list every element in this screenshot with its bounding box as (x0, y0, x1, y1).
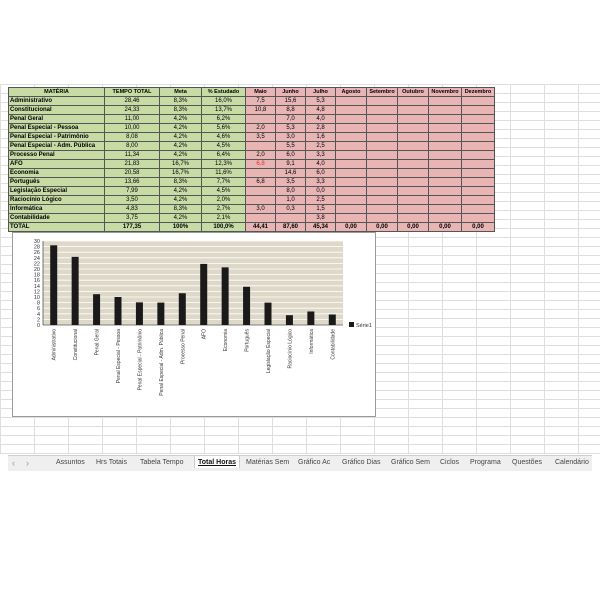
y-tick-label: 0 (36, 323, 40, 329)
header-cell[interactable]: Julho (306, 88, 336, 97)
y-tick-label: 10 (33, 295, 40, 301)
header-cell[interactable]: MATÉRIA (9, 88, 105, 97)
table-cell[interactable] (462, 106, 495, 115)
table-cell[interactable]: AFO (9, 160, 105, 169)
table-cell[interactable] (276, 214, 306, 223)
table-cell[interactable]: Constitucional (9, 106, 105, 115)
table-cell[interactable] (367, 169, 398, 178)
table-cell[interactable]: 7,5 (246, 97, 276, 106)
table-cell[interactable] (336, 187, 367, 196)
table-cell[interactable]: 5,3 (306, 97, 336, 106)
y-tick-label: 12 (33, 289, 40, 296)
table-cell[interactable]: 44,41 (246, 223, 276, 232)
table-cell[interactable]: 3,0 (276, 133, 306, 142)
sheet-tab[interactable]: Tabela Tempo (140, 459, 184, 466)
sheet-tab[interactable]: Programa (470, 459, 501, 466)
table-cell[interactable]: 16,7% (160, 160, 202, 169)
table-cell[interactable] (398, 133, 429, 142)
chart-bar (265, 303, 272, 325)
x-tick-label: Penal Especial - Pessoa (116, 329, 122, 384)
chart-bar (50, 245, 57, 325)
table-cell[interactable] (398, 142, 429, 151)
table-cell[interactable]: 6,8 (246, 160, 276, 169)
table-cell[interactable]: Legislação Especial (9, 187, 105, 196)
table-cell[interactable]: 6,8 (246, 178, 276, 187)
table-cell[interactable] (367, 160, 398, 169)
table-cell[interactable] (462, 115, 495, 124)
table-cell[interactable]: Português (9, 178, 105, 187)
chart-bar (243, 287, 250, 325)
y-tick-label: 26 (33, 250, 40, 257)
table-cell[interactable]: 6,2% (202, 115, 246, 124)
sheet-tab[interactable]: Ciclos (440, 459, 460, 466)
table-cell[interactable] (398, 214, 429, 223)
table-cell[interactable]: 177,35 (105, 223, 160, 232)
table-cell[interactable]: 2,0 (246, 124, 276, 133)
table-cell[interactable] (462, 178, 495, 187)
table-cell[interactable]: 2,7% (202, 205, 246, 214)
table-cell[interactable]: 4,2% (160, 151, 202, 160)
table-cell[interactable]: Penal Especial - Patrimônio (9, 133, 105, 142)
x-tick-label: Português (244, 329, 251, 352)
table-cell[interactable] (367, 151, 398, 160)
table-cell[interactable]: 1,6 (306, 133, 336, 142)
y-tick-label: 22 (33, 261, 40, 268)
table-cell[interactable]: 6,0 (306, 169, 336, 178)
x-tick-label: Administrativo (51, 329, 58, 361)
table-row (9, 97, 495, 106)
table-cell[interactable]: 4,5% (202, 187, 246, 196)
x-tick-label: Economia (223, 329, 230, 352)
table-cell[interactable]: 11,6% (202, 169, 246, 178)
table-cell[interactable]: 8,3% (160, 97, 202, 106)
y-tick-label: 28 (33, 244, 40, 251)
table-cell[interactable] (367, 196, 398, 205)
table-cell[interactable] (462, 214, 495, 223)
table-cell[interactable]: Administrativo (9, 97, 105, 106)
table-cell[interactable] (462, 187, 495, 196)
table-cell[interactable]: 4,2% (160, 133, 202, 142)
y-tick-label: 16 (33, 278, 40, 285)
table-cell[interactable]: 87,60 (276, 223, 306, 232)
table-cell[interactable]: 10,8 (246, 106, 276, 115)
sheet-tab[interactable]: Assuntos (56, 459, 85, 466)
chart-bar (93, 294, 100, 325)
table-cell[interactable]: 0,00 (462, 223, 495, 232)
table-cell[interactable] (429, 187, 462, 196)
y-tick-label: 20 (33, 267, 40, 273)
table-cell[interactable] (398, 178, 429, 187)
table-cell[interactable]: 0,00 (429, 223, 462, 232)
x-tick-label: AFO (201, 329, 208, 340)
table-cell[interactable]: 10,00 (105, 124, 160, 133)
table-cell[interactable]: TOTAL (9, 223, 105, 232)
table-cell[interactable]: 4,0 (306, 115, 336, 124)
x-tick-label: Contabilidade (330, 329, 337, 360)
table-cell[interactable]: 16,0% (202, 97, 246, 106)
table-cell[interactable] (246, 142, 276, 151)
header-cell[interactable]: Dezembro (462, 88, 495, 97)
table-cell[interactable] (462, 97, 495, 106)
x-tick-label: Penal Especial - Patrimônio (137, 329, 144, 391)
table-cell[interactable]: Informática (9, 205, 105, 214)
table-cell[interactable] (429, 160, 462, 169)
table-cell[interactable] (336, 151, 367, 160)
table-cell[interactable]: 6,0 (276, 151, 306, 160)
table-cell[interactable] (336, 133, 367, 142)
total-row (9, 223, 495, 232)
table-cell[interactable] (367, 187, 398, 196)
legend-label: Série1 (356, 323, 372, 329)
table-row (9, 214, 495, 223)
table-cell[interactable] (367, 214, 398, 223)
x-tick-label: Raciocínio Lógico (287, 329, 294, 369)
table-cell[interactable] (462, 196, 495, 205)
chart-bar (307, 311, 314, 325)
chart-bar (136, 302, 143, 325)
table-cell[interactable] (462, 133, 495, 142)
table-row (9, 142, 495, 151)
table-cell[interactable] (367, 178, 398, 187)
table-cell[interactable]: 24,33 (105, 106, 160, 115)
table-cell[interactable]: 3,3 (306, 151, 336, 160)
table-cell[interactable]: Processo Penal (9, 151, 105, 160)
table-cell[interactable] (246, 169, 276, 178)
table-cell[interactable]: 3,3 (306, 178, 336, 187)
table-cell[interactable]: 8,3% (160, 178, 202, 187)
table-cell[interactable] (462, 124, 495, 133)
table-cell[interactable] (429, 97, 462, 106)
table-cell[interactable] (398, 169, 429, 178)
sheet-tab[interactable]: Gráfico Dias (342, 459, 381, 466)
table-cell[interactable] (429, 169, 462, 178)
table-cell[interactable] (429, 151, 462, 160)
study-hours-table (8, 87, 495, 232)
y-tick-label: 24 (33, 255, 40, 262)
table-cell[interactable] (462, 169, 495, 178)
chart-bar (286, 315, 293, 325)
table-cell[interactable]: 11,00 (105, 115, 160, 124)
table-cell[interactable]: 4,8 (306, 106, 336, 115)
table-cell[interactable]: 7,99 (105, 187, 160, 196)
table-cell[interactable]: 4,83 (105, 205, 160, 214)
chart-bar (72, 257, 79, 325)
table-cell[interactable]: 5,6% (202, 124, 246, 133)
table-row (9, 160, 495, 169)
table-cell[interactable]: 11,34 (105, 151, 160, 160)
chart-svg (13, 233, 375, 416)
table-cell[interactable] (367, 205, 398, 214)
table-cell[interactable] (367, 106, 398, 115)
chart-bar (179, 293, 186, 325)
table-cell[interactable]: 7,0 (276, 115, 306, 124)
table-cell[interactable]: 4,2% (160, 187, 202, 196)
table-cell[interactable]: 8,08 (105, 133, 160, 142)
table-cell[interactable]: 0,00 (336, 223, 367, 232)
table-row (9, 133, 495, 142)
y-tick-label: 8 (36, 300, 40, 307)
table-cell[interactable] (429, 214, 462, 223)
table-cell[interactable] (429, 196, 462, 205)
table-cell[interactable] (246, 187, 276, 196)
table-cell[interactable] (336, 196, 367, 205)
table-cell[interactable]: 0,00 (367, 223, 398, 232)
table-cell[interactable] (367, 142, 398, 151)
table-cell[interactable]: 14,6 (276, 169, 306, 178)
table-cell[interactable]: 6,4% (202, 151, 246, 160)
header-cell[interactable]: Outubro (398, 88, 429, 97)
table-cell[interactable]: 4,2% (160, 142, 202, 151)
table-cell[interactable] (367, 124, 398, 133)
x-tick-label: Penal Geral (94, 329, 101, 356)
table-cell[interactable]: 100% (160, 223, 202, 232)
table-cell[interactable] (367, 97, 398, 106)
table-cell[interactable]: 8,3% (160, 205, 202, 214)
table-cell[interactable] (246, 115, 276, 124)
table-cell[interactable]: 15,6 (276, 97, 306, 106)
table-cell[interactable] (429, 106, 462, 115)
x-tick-label: Processo Penal (180, 329, 187, 365)
y-tick-label: 2 (36, 317, 40, 324)
table-cell[interactable]: 1,5 (306, 205, 336, 214)
table-cell[interactable]: 3,75 (105, 214, 160, 223)
table-cell[interactable]: Penal Especial - Adm. Pública (9, 142, 105, 151)
table-cell[interactable] (336, 124, 367, 133)
table-cell[interactable] (367, 133, 398, 142)
table-cell[interactable] (429, 142, 462, 151)
table-cell[interactable]: 4,0 (306, 160, 336, 169)
header-cell[interactable]: Novembro (429, 88, 462, 97)
table-cell[interactable] (336, 115, 367, 124)
chart-bar (115, 297, 122, 325)
table-cell[interactable] (367, 115, 398, 124)
table-cell[interactable]: Penal Especial - Pessoa (9, 124, 105, 133)
table-cell[interactable]: 3,50 (105, 196, 160, 205)
table-cell[interactable] (246, 196, 276, 205)
sheet-tab[interactable]: Gráfico Ac (298, 459, 331, 466)
sheet-tab[interactable]: Hrs Totais (96, 459, 127, 466)
x-tick-label: Constitucional (73, 329, 80, 361)
table-body (9, 97, 495, 223)
table-cell[interactable]: Penal Geral (9, 115, 105, 124)
table-cell[interactable]: 3,5 (276, 178, 306, 187)
table-row (9, 124, 495, 133)
table-cell[interactable]: 13,66 (105, 178, 160, 187)
x-tick-label: Penal Especial - Adm. Pública (158, 329, 165, 396)
table-row (9, 151, 495, 160)
table-cell[interactable] (336, 178, 367, 187)
table-cell[interactable]: 8,0 (276, 187, 306, 196)
table-cell[interactable] (336, 214, 367, 223)
table-cell[interactable]: 45,34 (306, 223, 336, 232)
y-tick-label: 18 (33, 272, 40, 279)
table-cell[interactable]: 2,8 (306, 124, 336, 133)
table-cell[interactable]: Economia (9, 169, 105, 178)
table-cell[interactable]: 7,7% (202, 178, 246, 187)
table-cell[interactable] (398, 187, 429, 196)
table-cell[interactable] (429, 115, 462, 124)
table-cell[interactable] (398, 151, 429, 160)
table-row (9, 196, 495, 205)
table-row (9, 187, 495, 196)
table-cell[interactable] (462, 205, 495, 214)
table-cell[interactable]: 2,0% (202, 196, 246, 205)
chart-bar (157, 303, 164, 325)
table-cell[interactable]: 12,3% (202, 160, 246, 169)
plot-area (43, 241, 343, 325)
table-row (9, 205, 495, 214)
table-cell[interactable] (336, 205, 367, 214)
table-cell[interactable] (462, 142, 495, 151)
table-row (9, 169, 495, 178)
table-cell[interactable]: 5,3 (276, 124, 306, 133)
header-cell[interactable]: % Estudado (202, 88, 246, 97)
table-cell[interactable]: 13,7% (202, 106, 246, 115)
table-cell[interactable]: Raciocínio Lógico (9, 196, 105, 205)
table-cell[interactable]: 4,2% (160, 124, 202, 133)
table-cell[interactable]: 0,00 (398, 223, 429, 232)
header-cell[interactable]: Agosto (336, 88, 367, 97)
table-row (9, 115, 495, 124)
sheet-tab[interactable]: Total Horas (194, 456, 240, 468)
table-cell[interactable] (336, 106, 367, 115)
y-tick-label: 6 (36, 306, 40, 313)
table-cell[interactable]: 3,8 (306, 214, 336, 223)
chart-bar (200, 264, 207, 325)
table-cell[interactable] (336, 97, 367, 106)
table-cell[interactable]: Contabilidade (9, 214, 105, 223)
table-cell[interactable]: 4,6% (202, 133, 246, 142)
table-cell[interactable]: 5,5 (276, 142, 306, 151)
table-cell[interactable]: 8,8 (276, 106, 306, 115)
table-cell[interactable]: 3,5 (246, 133, 276, 142)
table-row (9, 106, 495, 115)
prev-sheet-icon[interactable]: ‹ (12, 458, 15, 468)
table-cell[interactable] (398, 124, 429, 133)
legend-swatch (349, 322, 354, 327)
x-tick-label: Informática (308, 329, 315, 354)
table-cell[interactable]: 28,46 (105, 97, 160, 106)
sheet-tab[interactable]: Calendário (555, 459, 589, 466)
table-cell[interactable]: 8,3% (160, 106, 202, 115)
x-tick-label: Legislação Especial (266, 329, 272, 374)
bar-chart[interactable] (12, 232, 376, 417)
table-cell[interactable]: 4,2% (160, 214, 202, 223)
table-cell[interactable]: 8,00 (105, 142, 160, 151)
table-cell[interactable] (398, 115, 429, 124)
table-cell[interactable]: 16,7% (160, 169, 202, 178)
table-cell[interactable]: 20,58 (105, 169, 160, 178)
header-cell[interactable]: Setembro (367, 88, 398, 97)
table-cell[interactable]: 4,5% (202, 142, 246, 151)
y-tick-label: 14 (33, 283, 40, 290)
table-cell[interactable]: 4,2% (160, 196, 202, 205)
sheet-tab[interactable]: Matérias Sem (246, 459, 290, 466)
table-cell[interactable]: 2,5 (306, 142, 336, 151)
table-cell[interactable] (398, 196, 429, 205)
header-cell[interactable]: Meta (160, 88, 202, 97)
table-cell[interactable]: 21,83 (105, 160, 160, 169)
y-tick-label: 4 (36, 311, 40, 318)
sheet-tab-bar (8, 455, 592, 471)
table-cell[interactable]: 0,3 (276, 205, 306, 214)
table-cell[interactable] (398, 205, 429, 214)
table-cell[interactable] (462, 160, 495, 169)
table-row (9, 178, 495, 187)
header-cell[interactable]: Junho (276, 88, 306, 97)
header-row (9, 88, 495, 97)
table-cell[interactable] (336, 169, 367, 178)
sheet-tab[interactable]: Gráfico Sem (391, 459, 430, 466)
table-cell[interactable]: 3,0 (246, 205, 276, 214)
table-cell[interactable] (429, 178, 462, 187)
chart-bar (329, 315, 336, 326)
table-cell[interactable]: 4,2% (160, 115, 202, 124)
table-cell[interactable]: 9,1 (276, 160, 306, 169)
y-tick-label: 30 (33, 239, 40, 245)
table-cell[interactable] (336, 142, 367, 151)
table-cell[interactable]: 2,5 (306, 196, 336, 205)
table-cell[interactable]: 2,0 (246, 151, 276, 160)
header-cell[interactable]: Maio (246, 88, 276, 97)
table-cell[interactable]: 2,1% (202, 214, 246, 223)
table-cell[interactable] (429, 124, 462, 133)
table-cell[interactable]: 1,0 (276, 196, 306, 205)
table-cell[interactable] (429, 133, 462, 142)
table-cell[interactable]: 100,0% (202, 223, 246, 232)
header-cell[interactable]: TEMPO TOTAL (105, 88, 160, 97)
sheet-tab[interactable]: Questões (512, 459, 542, 466)
table-cell[interactable] (429, 205, 462, 214)
table-cell[interactable] (246, 214, 276, 223)
table-cell[interactable] (398, 106, 429, 115)
table-cell[interactable] (398, 97, 429, 106)
table-cell[interactable]: 0,0 (306, 187, 336, 196)
chart-bar (222, 267, 229, 325)
table-cell[interactable] (462, 151, 495, 160)
next-sheet-icon[interactable]: › (26, 458, 29, 468)
table-cell[interactable] (398, 160, 429, 169)
table-cell[interactable] (336, 160, 367, 169)
